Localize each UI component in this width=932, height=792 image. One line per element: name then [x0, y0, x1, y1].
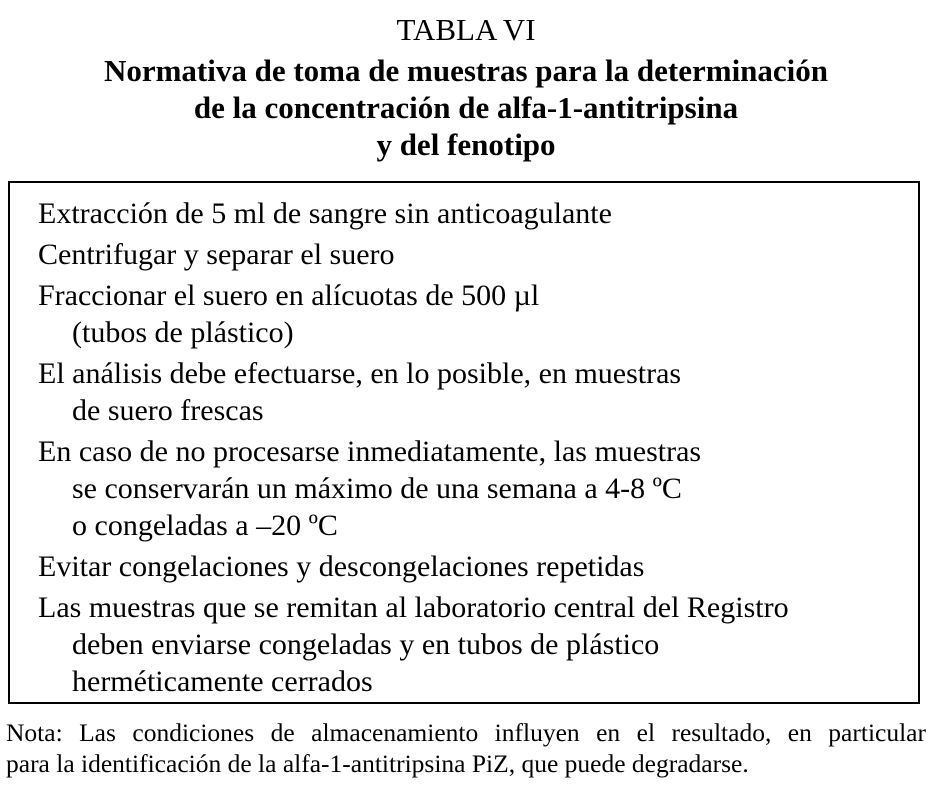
footnote-line: Nota: Las condiciones de almacenamiento influyen en el resultado, en particular — [6, 718, 926, 747]
list-item-line: Extracción de 5 ml de sangre sin anticoagulante — [38, 197, 612, 230]
list-item-line: herméticamente cerrados — [72, 665, 373, 698]
list-item — [38, 236, 789, 273]
list-item-line: Fraccionar el suero en alícuotas de 500 µl — [38, 279, 540, 312]
list-item-line: se conservarán un máximo de una semana a 4-8 ºC — [72, 472, 682, 505]
list-item-line: deben enviarse congeladas y en tubos de plástico — [72, 628, 660, 661]
list-item-line: En caso de no procesarse inmediatamente, las muestras — [38, 435, 702, 468]
table-label: TABLA VI — [396, 12, 536, 47]
list-item-line: de suero frescas — [72, 394, 264, 427]
list-item-line: Evitar congelaciones y descongelaciones repetidas — [38, 550, 645, 583]
list-item — [38, 589, 789, 700]
instruction-list — [38, 195, 789, 704]
table-title-line: Normativa de toma de muestras para la determinación — [103, 53, 829, 88]
table-title — [0, 52, 932, 163]
list-item-line: Centrifugar y separar el suero — [38, 238, 395, 271]
table-title-line: de la concentración de alfa-1-antitripsina — [193, 90, 739, 125]
list-item-line: (tubos de plástico) — [72, 316, 294, 349]
list-item-line: El análisis debe efectuarse, en lo posible, en muestras — [38, 357, 682, 390]
list-item — [38, 355, 789, 429]
list-item — [38, 548, 789, 585]
table-box — [8, 181, 920, 704]
table-title-line: y del fenotipo — [376, 127, 556, 162]
list-item — [38, 277, 789, 351]
footnote — [6, 717, 926, 779]
list-item-line: Las muestras que se remitan al laboratorio central del Registro — [38, 591, 789, 624]
list-item — [38, 195, 789, 232]
list-item-line: o congeladas a –20 ºC — [72, 509, 338, 542]
list-item — [38, 433, 789, 544]
footnote-line: para la identificación de la alfa-1-antitripsina PiZ, que puede degradarse. — [6, 749, 749, 778]
